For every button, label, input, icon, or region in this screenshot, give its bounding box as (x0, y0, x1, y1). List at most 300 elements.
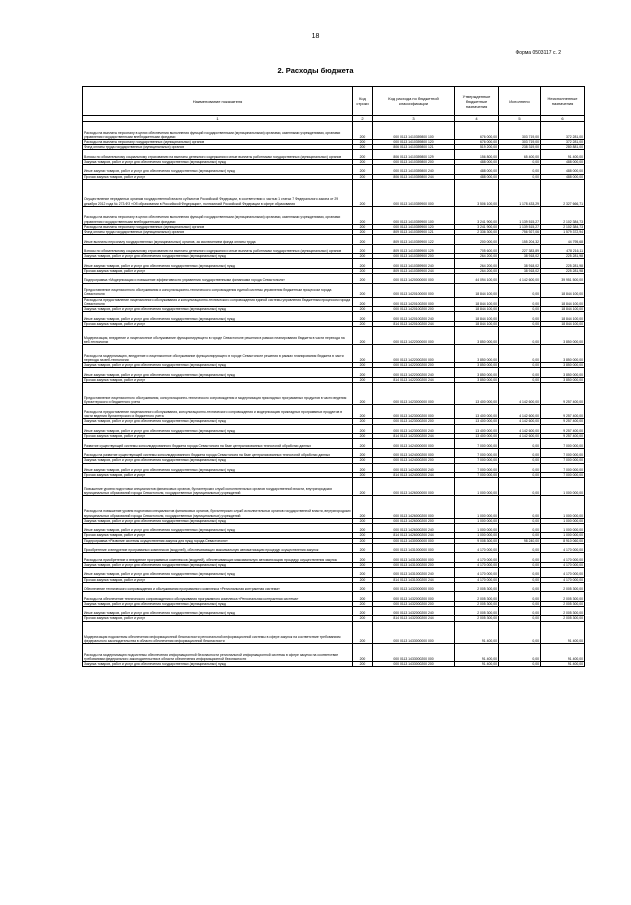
row-name: Взносы по обязательному социальному страхованию на выплаты денежного содержания и иные выплаты работникам государственных (муниципальных) органов (83, 244, 353, 254)
row-approved: 3 850 000,00 (455, 345, 499, 363)
row-remaining: 9 257 400,00 (541, 419, 585, 424)
row-remaining: 3 850 000,00 (541, 327, 585, 345)
row-remaining: 18 844 100,00 (541, 307, 585, 312)
row-approved: 91 400,00 (455, 644, 499, 662)
header-code: Код строки (353, 87, 373, 116)
row-code: 200 (353, 297, 373, 307)
row-approved: 13 400 000,00 (455, 382, 499, 405)
row-name: Расходы на обеспечение технического сопровождения и обслуживания программного комплекса «Региональная контрактная система» (83, 592, 353, 602)
row-executed: 0,00 (499, 327, 541, 345)
row-executed: 0,00 (499, 165, 541, 175)
row-kbk: 000 0113 1422000200 000 (373, 345, 455, 363)
row-remaining: 9 257 400,00 (541, 405, 585, 419)
row-kbk: 000 0113 1432000000 000 (373, 582, 455, 592)
row-remaining: 372 281,00 (541, 122, 585, 140)
row-kbk: 806 0113 1410359800 244 (373, 174, 455, 179)
row-name: Расходы на выплаты персоналу в целях обеспечения выполнения функций государственными (муниципальными) органами, казенными учреждениями, органами управления государственными внебюджетными фондами (83, 122, 353, 140)
row-executed: 0,00 (499, 312, 541, 322)
header-name: Наименование показателя (83, 87, 353, 116)
row-name: Фонд оплаты труда государственных (муниципальных) органов (83, 230, 353, 235)
row-remaining: 488 000,00 (541, 165, 585, 175)
row-remaining: 39 951 500,00 (541, 274, 585, 284)
row-kbk: 814 0113 1422000200 244 (373, 377, 455, 382)
row-remaining: 44 795,68 (541, 235, 585, 245)
row-code: 200 (353, 601, 373, 606)
row-kbk: 000 0113 1433000200 200 (373, 662, 455, 667)
row-name: Расходы на выплаты персоналу в целях обеспечения выполнения функций государственными (муниципальными) органами, казенными учреждениями, органами управления государственными внебюджетными фондами (83, 206, 353, 224)
page-number: 18 (311, 33, 320, 40)
row-executed: 756 927,06 (499, 230, 541, 235)
row-kbk: 000 0113 1424000200 200 (373, 458, 455, 463)
row-approved: 200 000,00 (455, 235, 499, 245)
row-code: 200 (353, 307, 373, 312)
row-code: 200 (353, 345, 373, 363)
table-row (83, 582, 585, 592)
col-number: 3 (373, 116, 455, 122)
row-executed: 0,00 (499, 518, 541, 523)
row-approved: 488 000,00 (455, 159, 499, 164)
row-name: Расходы на развитие существующей системы консолидированного бюджета города Севастополя на базе централизованных технологий обработки данных (83, 448, 353, 458)
row-code: 200 (353, 577, 373, 582)
row-kbk: 000 0113 1431000000 000 (373, 543, 455, 553)
row-approved: 18 844 100,00 (455, 297, 499, 307)
row-executed: 0,00 (499, 582, 541, 592)
row-approved: 44 094 100,00 (455, 274, 499, 284)
row-code: 200 (353, 621, 373, 644)
row-executed: 0,00 (499, 307, 541, 312)
table-row (83, 345, 585, 363)
row-remaining: 2 005 300,00 (541, 606, 585, 616)
row-name: Прочая закупка товаров, работ и услуг (83, 616, 353, 621)
header-remaining: Неисполненные назначения (541, 87, 585, 116)
row-name: Расходы на предоставление лицензионного обслуживания, консультационно-технического сопровождения и модернизацию прикладных программных продуктов в части ведения бухгалтерского и бюджетного учета (83, 405, 353, 419)
row-remaining: 225 281,98 (541, 254, 585, 259)
row-name: Расходы на выплаты персоналу государственных (муниципальных) органов (83, 140, 353, 145)
row-kbk: 000 0113 1422000200 240 (373, 368, 455, 378)
col-number: 2 (353, 116, 373, 122)
table-row (83, 621, 585, 644)
row-code: 200 (353, 363, 373, 368)
row-approved: 2 005 300,00 (455, 601, 499, 606)
table-row (83, 235, 585, 245)
row-approved: 264 200,00 (455, 259, 499, 269)
row-remaining: 91 400,00 (541, 644, 585, 662)
row-remaining: 4 170 000,00 (541, 562, 585, 567)
row-code: 200 (353, 538, 373, 543)
row-approved: 3 850 000,00 (455, 363, 499, 368)
row-approved: 1 000 000,00 (455, 533, 499, 538)
row-approved: 4 170 000,00 (455, 577, 499, 582)
table-row (83, 244, 585, 254)
row-remaining: 91 400,00 (541, 662, 585, 667)
table-row (83, 553, 585, 563)
row-remaining: 18 844 100,00 (541, 312, 585, 322)
row-code: 200 (353, 179, 373, 206)
row-name: Иные выплаты персоналу государственных (муниципальных) органов, за исключением фонда оплаты труда (83, 235, 353, 245)
row-kbk: 000 0113 1426000200 200 (373, 518, 455, 523)
row-name: Модернизация, внедрение и лицензионное обслуживание функционирующего в городе Севастополе решения в рамках планирования бюджета в части перехода на веб-технологии (83, 327, 353, 345)
row-kbk: 000 0113 1422000200 200 (373, 363, 455, 368)
row-name: Закупка товаров, работ и услуг для обеспечения государственных (муниципальных) нужд (83, 601, 353, 606)
row-kbk: 809 0113 1410359900 129 (373, 244, 455, 254)
row-approved: 264 200,00 (455, 268, 499, 273)
table-row (83, 592, 585, 602)
row-code: 200 (353, 518, 373, 523)
row-remaining: 3 850 000,00 (541, 377, 585, 382)
row-executed: 0,00 (499, 463, 541, 473)
table-row (83, 478, 585, 496)
row-code: 200 (353, 562, 373, 567)
row-code: 200 (353, 274, 373, 284)
row-remaining: 91 400,00 (541, 621, 585, 644)
row-kbk: 000 0113 1424000200 000 (373, 448, 455, 458)
table-row (83, 312, 585, 322)
row-name: Модернизация подсистемы обеспечения информационной безопасности региональной информационной системы в сфере закупок на соответствие требованиям федерального законодательства в области обеспечения информационной безопасности (83, 621, 353, 644)
row-code: 200 (353, 140, 373, 145)
row-approved: 91 400,00 (455, 621, 499, 644)
table-row (83, 206, 585, 224)
row-approved: 7 000 000,00 (455, 473, 499, 478)
row-remaining: 3 850 000,00 (541, 363, 585, 368)
row-executed: 1 178 433,29 (499, 179, 541, 206)
row-approved: 3 850 000,00 (455, 377, 499, 382)
row-kbk: 814 0113 1431000200 244 (373, 577, 455, 582)
row-code: 200 (353, 496, 373, 519)
row-name: Прочая закупка товаров, работ и услуг (83, 577, 353, 582)
table-row (83, 368, 585, 378)
row-name: Закупка товаров, работ и услуг для обеспечения государственных (муниципальных) нужд (83, 419, 353, 424)
row-name: Закупка товаров, работ и услуг для обеспечения государственных (муниципальных) нужд (83, 254, 353, 259)
row-kbk: 000 0113 1410359800 100 (373, 122, 455, 140)
row-kbk: 809 0113 1410359900 122 (373, 235, 455, 245)
table-row (83, 439, 585, 449)
row-remaining: 2 102 384,73 (541, 206, 585, 224)
row-executed: 0,00 (499, 439, 541, 449)
row-approved: 7 000 000,00 (455, 463, 499, 473)
row-remaining: 9 257 400,00 (541, 434, 585, 439)
row-executed: 4 142 600,00 (499, 382, 541, 405)
table-row (83, 662, 585, 667)
table-row (83, 568, 585, 578)
table-header-row (83, 87, 585, 116)
row-approved: 18 844 100,00 (455, 321, 499, 326)
table-row (83, 382, 585, 405)
table-body (83, 122, 585, 667)
row-name: Расходы на модернизацию подсистемы обеспечения информационной безопасности региональной информационной системы в сфере закупок на соответствие требованиям федерального законодательства в области обеспечения информационной безопасности (83, 644, 353, 662)
expenses-table (82, 86, 585, 667)
row-name: Приобретение и внедрение программных комплексов (модулей), обеспечивающих максимальную автоматизацию процедур осуществления закупок (83, 543, 353, 553)
row-approved: 3 506 100,00 (455, 179, 499, 206)
row-kbk: 000 0113 1423000000 000 (373, 382, 455, 405)
page-title: 2. Расходы бюджета (277, 66, 354, 75)
row-kbk: 000 0113 1410359900 120 (373, 224, 455, 229)
row-approved: 3 850 000,00 (455, 327, 499, 345)
row-executed: 0,00 (499, 448, 541, 458)
row-executed: 4 142 600,00 (499, 419, 541, 424)
row-kbk: 000 0113 1410359900 200 (373, 254, 455, 259)
row-approved: 4 170 000,00 (455, 568, 499, 578)
row-remaining: 2 005 300,00 (541, 601, 585, 606)
row-name: Осуществление переданных органам государственной власти субъектов Российской Федерации, в соответствии с частью 1 статьи 7 Федерального закона от 29 декабря 2012 года № 273-ФЗ «Об образовании в Российской Федерации», полномочий Российской Федерации в сфере образования (83, 179, 353, 206)
row-approved: 156 800,00 (455, 150, 499, 160)
row-approved: 676 000,00 (455, 140, 499, 145)
row-name: Закупка товаров, работ и услуг для обеспечения государственных (муниципальных) нужд (83, 159, 353, 164)
row-executed: 0,00 (499, 458, 541, 463)
row-kbk: 000 0113 1420000000 000 (373, 274, 455, 284)
row-remaining: 225 281,98 (541, 259, 585, 269)
row-code: 200 (353, 592, 373, 602)
row-code: 200 (353, 254, 373, 259)
row-name: Развитие существующей системы консолидированного бюджета города Севастополя на базе централизованных технологий обработки данных (83, 439, 353, 449)
row-approved: 519 200,00 (455, 145, 499, 150)
row-kbk: 000 0113 1420100200 240 (373, 312, 455, 322)
row-remaining: 4 170 000,00 (541, 543, 585, 553)
row-name: Прочая закупка товаров, работ и услуг (83, 473, 353, 478)
row-executed: 0,00 (499, 644, 541, 662)
row-remaining: 18 844 100,00 (541, 321, 585, 326)
row-name: Расходы на модернизацию, внедрение и лицензионное обслуживание функционирующего в городе Севастополе решения в рамках планирования бюджета в части перехода на веб-технологии (83, 345, 353, 363)
row-approved: 7 000 000,00 (455, 448, 499, 458)
row-code: 200 (353, 478, 373, 496)
row-approved: 2 336 300,00 (455, 230, 499, 235)
col-number: 1 (83, 116, 353, 122)
row-kbk: 814 0113 1432000200 244 (373, 616, 455, 621)
row-name: Иные закупки товаров, работ и услуг для обеспечения государственных (муниципальных) нужд (83, 165, 353, 175)
row-code: 200 (353, 473, 373, 478)
row-remaining: 2 005 300,00 (541, 582, 585, 592)
row-approved: 18 844 100,00 (455, 307, 499, 312)
row-code: 200 (353, 235, 373, 245)
row-approved: 488 000,00 (455, 165, 499, 175)
row-remaining: 2 005 300,00 (541, 616, 585, 621)
row-name: Обеспечение технического сопровождения и обслуживания программного комплекса «Региональная контрактная система» (83, 582, 353, 592)
row-kbk: 000 0113 1410359800 120 (373, 140, 455, 145)
row-executed: 0,00 (499, 473, 541, 478)
table-row (83, 179, 585, 206)
row-kbk: 000 0113 1426000200 000 (373, 496, 455, 519)
row-code: 200 (353, 419, 373, 424)
table-row (83, 327, 585, 345)
row-kbk: 000 0113 1420100200 200 (373, 307, 455, 312)
row-name: Прочая закупка товаров, работ и услуг (83, 434, 353, 439)
table-row (83, 448, 585, 458)
row-kbk: 000 0113 1410359900 240 (373, 259, 455, 269)
row-kbk: 000 0113 1431000200 000 (373, 553, 455, 563)
row-kbk: 000 0113 1432000200 200 (373, 601, 455, 606)
row-kbk: 806 0113 1410359800 121 (373, 145, 455, 150)
table-row (83, 165, 585, 175)
row-remaining: 7 000 000,00 (541, 473, 585, 478)
row-name: Фонд оплаты труда государственных (муниципальных) органов (83, 145, 353, 150)
table-row (83, 606, 585, 616)
row-kbk: 000 0113 1420100200 000 (373, 297, 455, 307)
col-number: 5 (499, 116, 541, 122)
row-executed: 0,00 (499, 616, 541, 621)
row-remaining: 7 000 000,00 (541, 463, 585, 473)
row-code: 200 (353, 424, 373, 434)
row-name: Иные закупки товаров, работ и услуг для обеспечения государственных (муниципальных) нужд (83, 568, 353, 578)
row-executed: 0,00 (499, 297, 541, 307)
row-remaining: 1 000 000,00 (541, 478, 585, 496)
row-kbk: 000 0113 1423000200 240 (373, 424, 455, 434)
row-remaining: 280 881,00 (541, 145, 585, 150)
row-code: 200 (353, 448, 373, 458)
row-remaining: 7 000 000,00 (541, 448, 585, 458)
row-approved: 4 170 000,00 (455, 543, 499, 553)
row-executed: 0,00 (499, 321, 541, 326)
row-executed: 238 319,00 (499, 145, 541, 150)
row-executed: 0,00 (499, 577, 541, 582)
row-code: 200 (353, 283, 373, 297)
row-name: Иные закупки товаров, работ и услуг для обеспечения государственных (муниципальных) нужд (83, 424, 353, 434)
row-code: 200 (353, 150, 373, 160)
row-kbk: 806 0113 1410359800 129 (373, 150, 455, 160)
row-code: 200 (353, 662, 373, 667)
row-approved: 1 000 000,00 (455, 478, 499, 496)
row-executed: 0,00 (499, 523, 541, 533)
row-remaining: 4 170 000,00 (541, 577, 585, 582)
row-approved: 2 005 300,00 (455, 582, 499, 592)
row-name: Подпрограмма «Модернизация и повышение эффективности управления государственными финансами города Севастополя» (83, 274, 353, 284)
row-name: Расходы на предоставление лицензионного обслуживания и консультационно-технического сопровождения единой системы управления бюджетным процессом города Севастополя (83, 297, 353, 307)
row-remaining: 7 000 000,00 (541, 439, 585, 449)
row-name: Закупка товаров, работ и услуг для обеспечения государственных (муниципальных) нужд (83, 307, 353, 312)
row-executed: 0,00 (499, 368, 541, 378)
row-name: Прочая закупка товаров, работ и услуг (83, 174, 353, 179)
row-executed: 0,00 (499, 478, 541, 496)
row-name: Иные закупки товаров, работ и услуг для обеспечения государственных (муниципальных) нужд (83, 606, 353, 616)
row-executed: 0,00 (499, 568, 541, 578)
row-approved: 1 000 000,00 (455, 523, 499, 533)
row-approved: 4 170 000,00 (455, 553, 499, 563)
row-code: 200 (353, 458, 373, 463)
row-approved: 2 005 300,00 (455, 606, 499, 616)
row-remaining: 478 216,11 (541, 244, 585, 254)
row-remaining: 372 281,00 (541, 140, 585, 145)
row-kbk: 000 0113 1433000200 000 (373, 644, 455, 662)
row-approved: 13 400 000,00 (455, 424, 499, 434)
row-code: 200 (353, 582, 373, 592)
row-code: 200 (353, 439, 373, 449)
row-kbk: 000 0113 1423000200 200 (373, 419, 455, 424)
row-code: 200 (353, 606, 373, 616)
row-kbk: 000 0113 1426000000 000 (373, 478, 455, 496)
row-executed: 0,00 (499, 174, 541, 179)
row-code: 200 (353, 312, 373, 322)
row-remaining: 9 257 400,00 (541, 382, 585, 405)
row-kbk: 809 0113 1410359900 244 (373, 268, 455, 273)
row-kbk: 000 0113 1431000200 240 (373, 568, 455, 578)
row-code: 200 (353, 543, 373, 553)
row-kbk: 000 0113 1423000200 000 (373, 405, 455, 419)
row-executed: 0,00 (499, 592, 541, 602)
row-name: Иные закупки товаров, работ и услуг для обеспечения государственных (муниципальных) нужд (83, 312, 353, 322)
row-remaining: 488 000,00 (541, 174, 585, 179)
row-approved: 3 850 000,00 (455, 368, 499, 378)
row-kbk: 000 0113 1431000200 200 (373, 562, 455, 567)
row-code: 200 (353, 405, 373, 419)
table-row (83, 274, 585, 284)
row-code: 200 (353, 644, 373, 662)
row-code: 200 (353, 206, 373, 224)
table-row (83, 543, 585, 553)
row-kbk: 000 0113 1433000000 000 (373, 621, 455, 644)
col-number: 4 (455, 116, 499, 122)
row-code: 200 (353, 463, 373, 473)
form-number: Форма 0503117 с. 2 (515, 50, 561, 56)
row-name: Взносы по обязательному социальному страхованию на выплаты денежного содержания и иные выплаты работникам государственных (муниципальных) органов (83, 150, 353, 160)
row-approved: 1 000 000,00 (455, 518, 499, 523)
header-approved: Утвержденные бюджетные назначения (455, 87, 499, 116)
row-remaining: 1 579 372,94 (541, 230, 585, 235)
row-approved: 1 000 000,00 (455, 496, 499, 519)
row-kbk: 000 0113 1420100000 000 (373, 283, 455, 297)
table-row (83, 644, 585, 662)
row-name: Закупка товаров, работ и услуг для обеспечения государственных (муниципальных) нужд (83, 662, 353, 667)
row-kbk: 000 0113 1424000000 000 (373, 439, 455, 449)
row-executed: 0,00 (499, 345, 541, 363)
row-kbk: 000 0113 1432000200 000 (373, 592, 455, 602)
row-approved: 13 400 000,00 (455, 405, 499, 419)
row-executed: 98 240,00 (499, 538, 541, 543)
table-row (83, 405, 585, 419)
table-row (83, 259, 585, 269)
row-remaining: 1 000 000,00 (541, 496, 585, 519)
row-code: 200 (353, 377, 373, 382)
row-executed: 4 142 600,00 (499, 405, 541, 419)
row-approved: 7 000 000,00 (455, 439, 499, 449)
row-executed: 0,00 (499, 533, 541, 538)
row-executed: 0,00 (499, 606, 541, 616)
row-name: Иные закупки товаров, работ и услуг для обеспечения государственных (муниципальных) нужд (83, 259, 353, 269)
row-approved: 7 000 000,00 (455, 458, 499, 463)
row-remaining: 3 850 000,00 (541, 345, 585, 363)
row-code: 200 (353, 553, 373, 563)
row-kbk: 000 0113 1424000200 240 (373, 463, 455, 473)
table-row (83, 283, 585, 297)
row-remaining: 3 850 000,00 (541, 368, 585, 378)
row-kbk: 000 0113 1410359900 000 (373, 179, 455, 206)
row-kbk: 000 0113 1422000000 000 (373, 327, 455, 345)
row-executed: 155 204,32 (499, 235, 541, 245)
row-executed: 0,00 (499, 543, 541, 553)
row-executed: 0,00 (499, 363, 541, 368)
row-code: 200 (353, 327, 373, 345)
row-remaining: 8 910 060,00 (541, 538, 585, 543)
table-row (83, 150, 585, 160)
row-code: 200 (353, 174, 373, 179)
row-name: Повышение уровня подготовки специалистов финансовых органов, бухгалтерских служб исполнительных органов государственной власти, внутригородских муниципальных образований города Севастополя, государственных (муниципальных) учреждений (83, 478, 353, 496)
row-code: 200 (353, 230, 373, 235)
row-name: Закупка товаров, работ и услуг для обеспечения государственных (муниципальных) нужд (83, 518, 353, 523)
row-executed: 0,00 (499, 601, 541, 606)
row-name: Предоставление лицензионного обслуживания и консультационно-технического сопровождения единой системы управления бюджетным процессом города Севастополя (83, 283, 353, 297)
row-name: Закупка товаров, работ и услуг для обеспечения государственных (муниципальных) нужд (83, 458, 353, 463)
row-remaining: 225 281,98 (541, 268, 585, 273)
row-approved: 705 600,00 (455, 244, 499, 254)
row-remaining: 1 000 000,00 (541, 518, 585, 523)
row-executed: 38 918,02 (499, 268, 541, 273)
row-name: Иные закупки товаров, работ и услуг для обеспечения государственных (муниципальных) нужд (83, 368, 353, 378)
row-kbk: 000 0113 1432000200 240 (373, 606, 455, 616)
row-executed: 0,00 (499, 621, 541, 644)
row-executed: 38 918,02 (499, 254, 541, 259)
row-name: Расходы на выплаты персоналу государственных (муниципальных) органов (83, 224, 353, 229)
row-code: 200 (353, 368, 373, 378)
row-approved: 13 400 000,00 (455, 434, 499, 439)
row-approved: 4 170 000,00 (455, 562, 499, 567)
row-name: Подпрограмма «Развитие системы осуществления закупок для нужд города Севастополя» (83, 538, 353, 543)
